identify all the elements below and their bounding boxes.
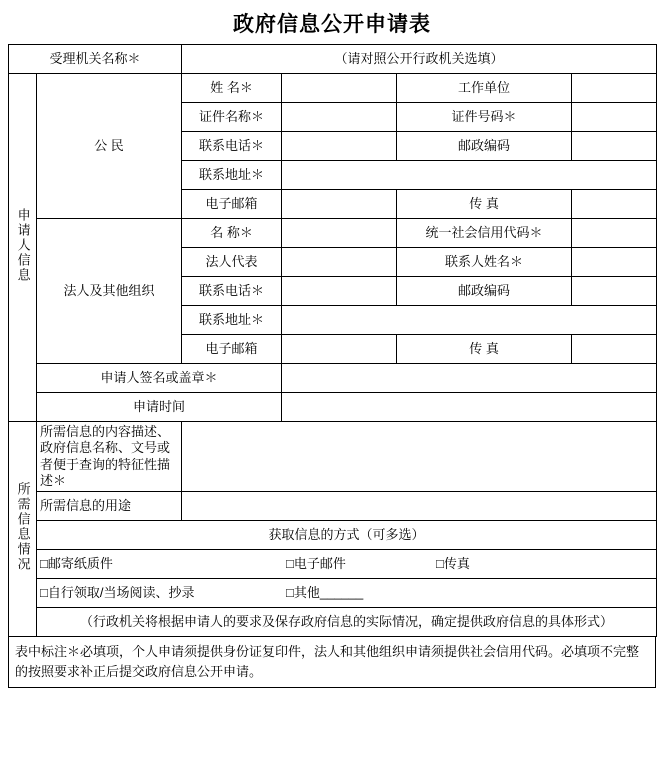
receiving-agency-input[interactable]: （请对照公开行政机关选填）: [182, 45, 657, 74]
citizen-phone-input[interactable]: [282, 132, 397, 161]
acquire-method-note: [37, 608, 657, 637]
receiving-agency-label: 受理机关名称＊: [9, 45, 182, 74]
table-row: [9, 393, 657, 422]
citizen-idnumber-label: 证件号码＊: [397, 103, 572, 132]
table-row: [9, 579, 657, 608]
org-phone-label: 联系电话＊: [182, 277, 282, 306]
org-postcode-label: 邮政编码: [397, 277, 572, 306]
citizen-phone-label: 联系电话＊: [182, 132, 282, 161]
citizen-email-input[interactable]: [282, 190, 397, 219]
org-email-input[interactable]: [282, 335, 397, 364]
org-phone-input[interactable]: [282, 277, 397, 306]
citizen-email-label: 电子邮箱: [182, 190, 282, 219]
citizen-label: 公 民: [37, 74, 182, 219]
org-address-input[interactable]: [282, 306, 657, 335]
org-name-input[interactable]: [282, 219, 397, 248]
organization-label: 法人及其他组织: [37, 219, 182, 364]
option-self-pickup[interactable]: □自行领取/当场阅读、抄录: [40, 584, 195, 600]
citizen-postcode-input[interactable]: [572, 132, 657, 161]
org-legalrep-input[interactable]: [282, 248, 397, 277]
footer-note: 表中标注＊必填项，个人申请须提供身份证复印件，法人和其他组织申请须提供社会信用代码。必填项不完整的按照要求补正后提交政府信息公开申请。: [8, 637, 656, 688]
acquire-method-note-text: （行政机关将根据申请人的要求及保存政府信息的实际情况，确定提供政府信息的具体形式）: [80, 614, 614, 630]
required-info-usage-input[interactable]: [182, 492, 657, 521]
citizen-address-input[interactable]: [282, 161, 657, 190]
org-credit-code-input[interactable]: [572, 219, 657, 248]
citizen-workunit-input[interactable]: [572, 74, 657, 103]
org-address-label: 联系地址＊: [182, 306, 282, 335]
table-row: [9, 219, 657, 248]
required-info-description-input[interactable]: [182, 422, 657, 492]
citizen-name-input[interactable]: [282, 74, 397, 103]
required-info-description-label: 所需信息的内容描述、政府信息名称、文号或者便于查询的特征性描述＊: [37, 422, 182, 492]
org-fax-label: 传 真: [397, 335, 572, 364]
option-mail-paper[interactable]: □邮寄纸质件: [40, 555, 113, 571]
citizen-idtype-input[interactable]: [282, 103, 397, 132]
table-row: [9, 364, 657, 393]
option-email[interactable]: □电子邮件: [286, 555, 346, 571]
table-row: [9, 45, 657, 74]
org-legalrep-label: 法人代表: [182, 248, 282, 277]
option-other[interactable]: □其他______: [286, 584, 364, 600]
citizen-fax-input[interactable]: [572, 190, 657, 219]
option-fax[interactable]: □传真: [436, 555, 470, 571]
required-info-vertical-label: 所需信息情况: [9, 422, 37, 637]
page-title: 政府信息公开申请表: [233, 13, 431, 36]
citizen-name-label: 姓 名＊: [182, 74, 282, 103]
signature-label: 申请人签名或盖章＊: [37, 364, 282, 393]
table-row: [9, 550, 657, 579]
org-contact-name-input[interactable]: [572, 248, 657, 277]
apply-time-input[interactable]: [282, 393, 657, 422]
apply-time-label: 申请时间: [37, 393, 282, 422]
citizen-workunit-label: 工作单位: [397, 74, 572, 103]
org-postcode-input[interactable]: [572, 277, 657, 306]
org-name-label: 名 称＊: [182, 219, 282, 248]
table-row: [9, 74, 657, 103]
citizen-idnumber-input[interactable]: [572, 103, 657, 132]
table-row: [9, 422, 657, 492]
acquire-method-header: 获取信息的方式（可多选）: [37, 521, 657, 550]
org-email-label: 电子邮箱: [182, 335, 282, 364]
acquire-options-row-2: [37, 579, 657, 608]
citizen-fax-label: 传 真: [397, 190, 572, 219]
signature-input[interactable]: [282, 364, 657, 393]
org-fax-input[interactable]: [572, 335, 657, 364]
table-row: [9, 608, 657, 637]
applicant-info-vertical-label: 申请人信息: [9, 74, 37, 422]
acquire-options-row-1: [37, 550, 657, 579]
table-row: [9, 492, 657, 521]
org-credit-code-label: 统一社会信用代码＊: [397, 219, 572, 248]
application-form-table: [8, 44, 657, 637]
citizen-postcode-label: 邮政编码: [397, 132, 572, 161]
citizen-address-label: 联系地址＊: [182, 161, 282, 190]
org-contact-name-label: 联系人姓名＊: [397, 248, 572, 277]
citizen-idtype-label: 证件名称＊: [182, 103, 282, 132]
required-info-usage-label: 所需信息的用途: [37, 492, 182, 521]
table-row: [9, 521, 657, 550]
